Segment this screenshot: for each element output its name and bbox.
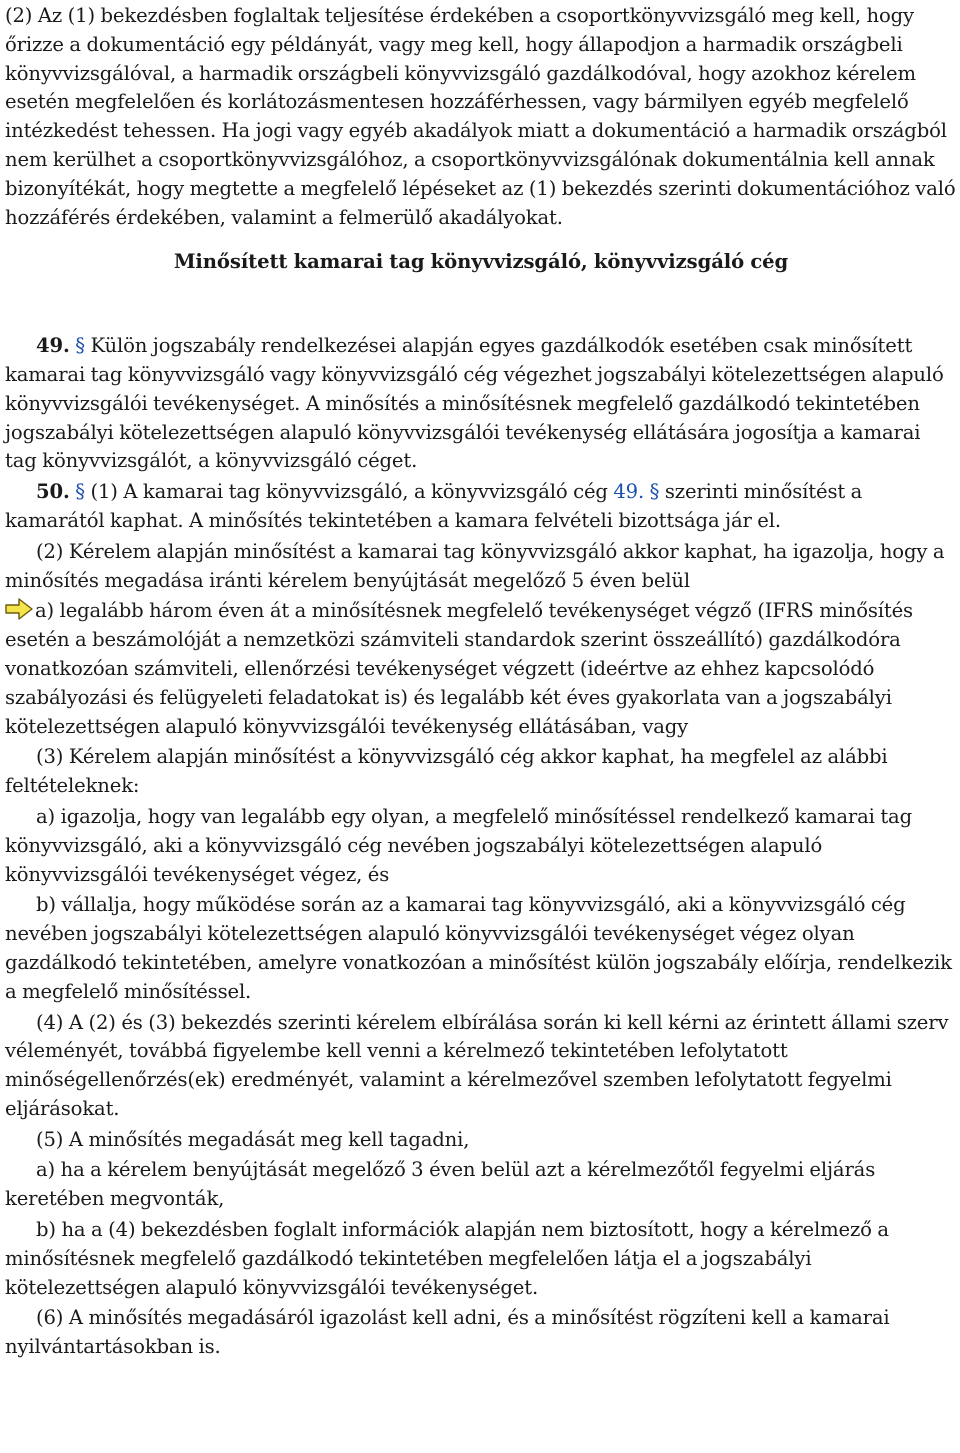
section-50-5-b: b) ha a (4) bekezdésben foglalt információk alapján nem biztosított, hogy a kérelmező a minősítésnek megfelelő gazdálkodó tekintetében megfelelően látja el a jogszabályi kötelezettségen alapuló könyvvizsgálói tevékenységet. (5, 1218, 889, 1299)
arrow-pointer-icon (5, 598, 33, 620)
section-49-reference-link[interactable]: 49. § (613, 480, 660, 504)
section-50-5: (5) A minősítés megadását meg kell tagadni, (36, 1127, 470, 1151)
section-50-5-a: a) ha a kérelem benyújtását megelőző 3 éven belül azt a kérelmezőtől fegyelmi eljárás keretében megvonták, (5, 1158, 876, 1211)
heading-spacer (5, 277, 957, 330)
section-50-3-a: a) igazolja, hogy van legalább egy olyan, a megfelelő minősítéssel rendelkező kamarai tag könyvvizsgáló, aki a könyvvizsgáló cég nevében jogszabályi kötelezettségen alapuló könyvvizsgálói tevékenységet végez, és (5, 804, 912, 886)
paragraph-intro: (2) Az (1) bekezdésben foglaltak teljesítése érdekében a csoportkönyvvizsgáló meg kell, hogy őrizze a dokumentáció egy példányát, vagy meg kell, hogy állapodjon a harmadik országbeli könyvvizsgálóval, a harmadik országbeli könyvvizsgáló gazdálkodóval, hogy azokhoz kérelem esetén megfelelően és korlátozásmentesen hozzáférhessen, vagy bármilyen egyéb megfelelő intézkedést tehessen. Ha jogi vagy egyéb akadályok miatt a dokumentáció a harmadik országból nem kerülhet a csoportkönyvvizsgálóhoz, a csoportkönyvvizsgálónak dokumentálnia kell annak bizonyítékát, hogy megtette a megfelelő lépéseket az (1) bekezdés szerinti dokumentációhoz való hozzáférés érdekében, valamint a felmerülő akadályokat. (5, 4, 956, 229)
section-49-text: Külön jogszabály rendelkezései alapján egyes gazdálkodók esetében csak minősített kamarai tag könyvvizsgáló vagy könyvvizsgáló cég végezhet jogszabályi kötelezettségen alapuló könyvvizsgálói tevékenységet. A minősítés a minősítésnek megfelelő gazdálkodó tekintetében jogszabályi kötelezettségen alapuló könyvvizsgálói tevékenység ellátására jogosítja a kamarai tag könyvvizsgálót, a könyvvizsgáló céget. (5, 334, 944, 473)
section-50-2-a-text: a) legalább három éven át a minősítésnek megfelelő tevékenységet végző (IFRS minősítés esetén a beszámolóját a nemzetközi számviteli standardok szerint összeállító) gazdálkodóra vonatkozóan számviteli, ellenőrzési tevékenységet végzett (ideértve az ehhez kapcsolódó szabályozási és felügyeleti feladatokat is) és legalább két éves gyakorlata van a jogszabályi kötelezettségen alapuló könyvvizsgálói tevékenység ellátásában, vagy (5, 599, 913, 738)
section-50-1 (5, 476, 957, 536)
section-49-number: 49. (36, 334, 70, 358)
section-50-text-a: (1) A kamarai tag könyvvizsgáló, a könyvvizsgáló cég (84, 480, 614, 504)
section-49-paragraph-link[interactable]: § (75, 334, 85, 358)
section-50-2-a (5, 595, 957, 741)
section-50-paragraph-link[interactable]: § (75, 480, 85, 504)
section-50-2: (2) Kérelem alapján minősítést a kamarai tag könyvvizsgáló akkor kaphat, ha igazolja, hogy a minősítés megadása iránti kérelem benyújtását megelőző 5 éven belül (5, 539, 945, 592)
section-50-number: 50. (36, 480, 70, 504)
section-heading: Minősített kamarai tag könyvvizsgáló, könyvvizsgáló cég (173, 250, 789, 274)
document-page (5, 0, 957, 1362)
section-50-3: (3) Kérelem alapján minősítést a könyvvizsgáló cég akkor kaphat, ha megfelel az alábbi feltételeknek: (5, 745, 888, 798)
section-50-text-b: szerinti minősítést a kamarától kaphat. A minősítés tekintetében a kamara felvételi bizottsága jár el. (5, 480, 863, 532)
section-50-4: (4) A (2) és (3) bekezdés szerinti kérelem elbírálása során ki kell kérni az érintett állami szerv véleményét, továbbá figyelembe kell venni a kérelmező tekintetében lefolytatott minőségellenőrzés(ek) eredményét, valamint a kérelmezővel szemben lefolytatott fegyelmi eljárásokat. (5, 1010, 949, 1120)
section-50-3-b: b) vállalja, hogy működése során az a kamarai tag könyvvizsgáló, aki a könyvvizsgáló cég nevében jogszabályi kötelezettségen alapuló könyvvizsgálói tevékenységet végez olyan gazdálkodó tekintetében, amelyre vonatkozóan a minősítést külön jogszabály előírja, rendelkezik a megfelelő minősítéssel. (5, 893, 952, 1003)
section-49 (5, 330, 957, 476)
section-50-6: (6) A minősítés megadásáról igazolást kell adni, és a minősítést rögzíteni kell a kamarai nyilvántartásokban is. (5, 1306, 890, 1359)
